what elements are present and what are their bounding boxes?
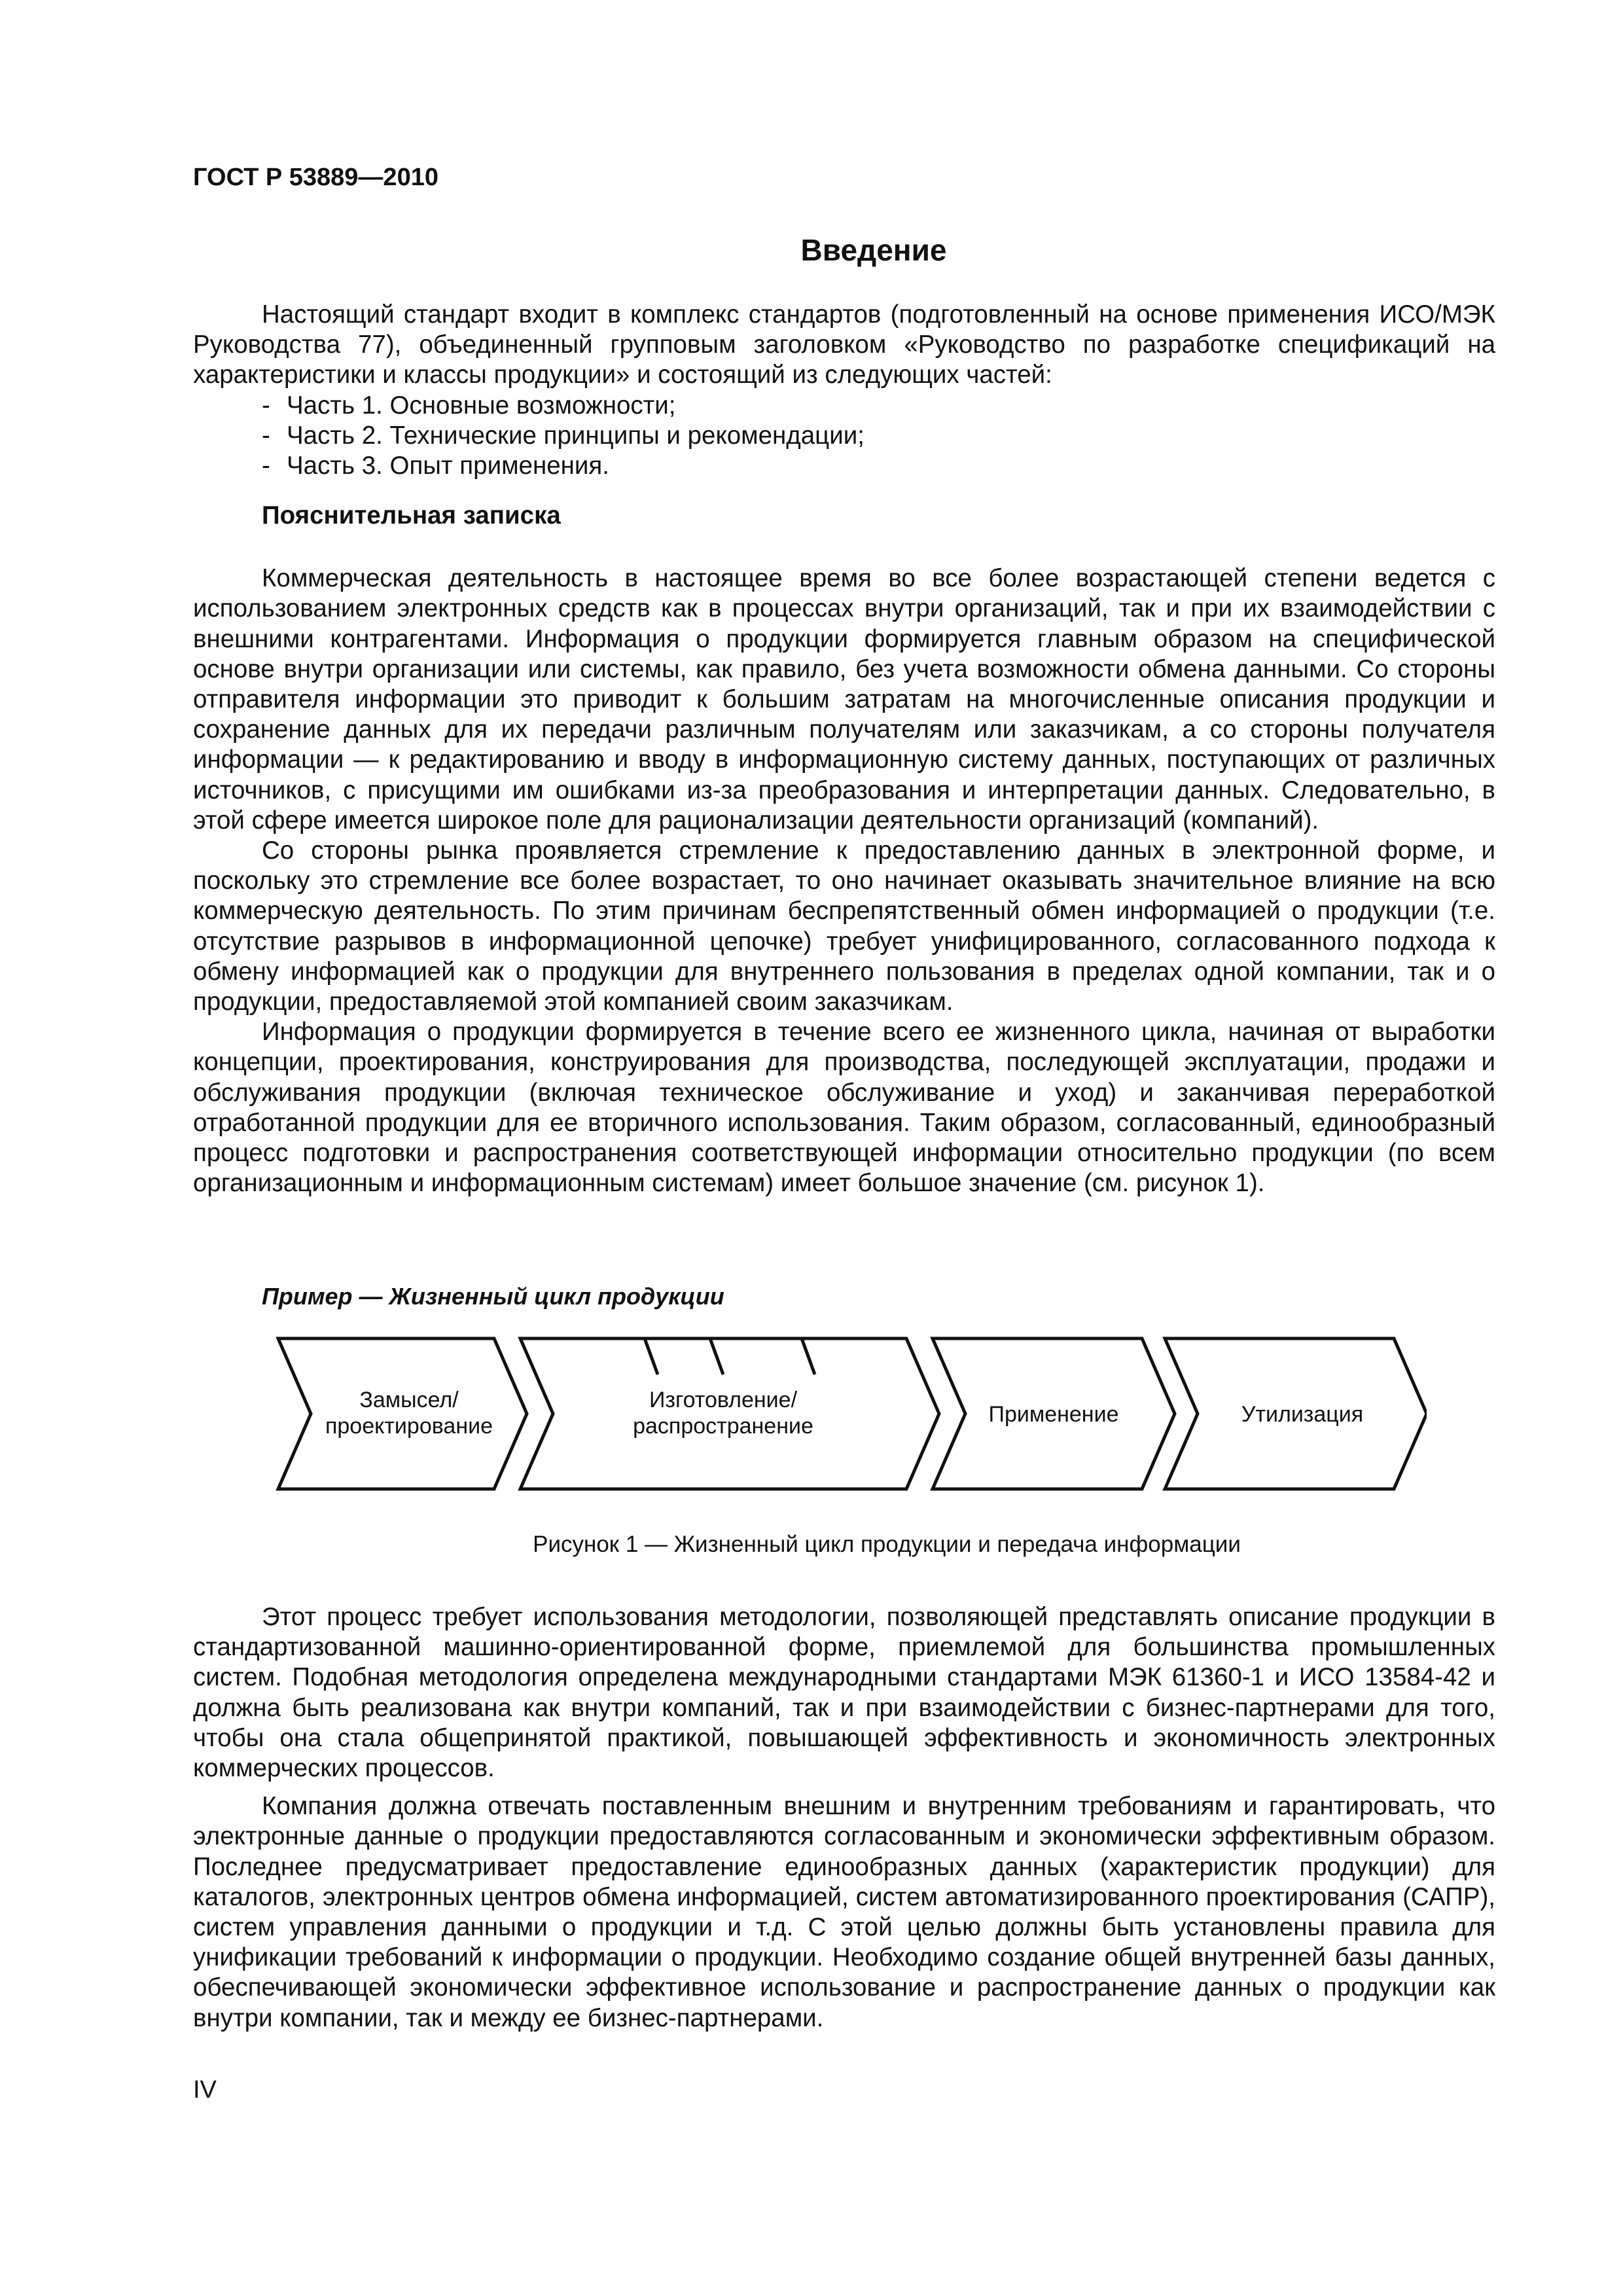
- list-item-text: Часть 3. Опыт применения.: [287, 452, 609, 480]
- after-figure-section: [193, 1602, 1495, 2034]
- figure-caption: [0, 1532, 1623, 1558]
- body-paragraph: Компания должна отвечать поставленным внешним и внутренним требованиям и гарантировать, что электронные данные о продукции предоставляются согласованным и экономически эффективным образом. Последнее предусматривает предоставление единообразных данных (характеристик продукции) для каталогов, электронных центров обмена информацией, систем автоматизированного проектирования (САПР), систем управления данными о продукции и т.д. С этой целью должны быть установлены правила для унификации требований к информации о продукции. Необходимо создание общей внутренней базы данных, обеспечивающей экономически эффективное использование и распространение данных о продукции как внутри компании, так и между ее бизнес-партнерами.: [193, 1792, 1495, 2032]
- stage-notch: [802, 1338, 815, 1374]
- section-title-text: Введение: [800, 233, 947, 267]
- standard-code: ГОСТ Р 53889—2010: [193, 164, 438, 191]
- list-item: [262, 451, 1495, 481]
- stage-label: Замысел/: [359, 1388, 459, 1412]
- list-item-text: Часть 2. Технические принципы и рекомендации;: [287, 421, 865, 450]
- note-paragraph: Информация о продукции формируется в течение всего ее жизненного цикла, начиная от выработки концепции, проектирования, конструирования для производства, последующей эксплуатации, продажи и обслуживания продукции (включая техническое обслуживание и уход) и заканчивая переработкой отработанной продукции для ее вторичного использования. Таким образом, согласованный, единообразный процесс подготовки и распространения соответствующей информации относительно продукции (по всем организационным и информационным системам) имеет большое значение (см. рисунок 1).: [193, 1018, 1495, 1198]
- list-item: [262, 421, 1495, 451]
- list-bullet: -: [262, 391, 270, 420]
- stage-label: проектирование: [325, 1414, 493, 1439]
- stage-notch: [645, 1338, 658, 1374]
- example-label: Пример — Жизненный цикл продукции: [262, 1283, 724, 1310]
- lifecycle-diagram: [262, 1335, 1427, 1499]
- list-bullet: -: [262, 421, 270, 450]
- stage-label: Утилизация: [1241, 1402, 1364, 1427]
- note-paragraph: Со стороны рынка проявляется стремление к предоставлению данных в электронной форме, и поскольку это стремление все более возрастает, то оно начинает оказывать значительное влияние на всю коммерческую деятельность. По этим причинам беспрепятственный обмен информацией о продукции (т.е. отсутствие разрывов в информационной цепочке) требует унифицированного, согласованного подхода к обмену информацией как о продукции для внутреннего пользования в пределах одной компании, так и о продукции, предоставляемой этой компанией своим заказчикам.: [193, 836, 1495, 1016]
- figure-caption-text: Рисунок 1 — Жизненный цикл продукции и передача информации: [533, 1532, 1241, 1557]
- page-number: IV: [193, 2076, 217, 2104]
- stage-label: распространение: [633, 1414, 813, 1439]
- list-item: [262, 391, 1495, 421]
- parts-list: [193, 391, 1495, 482]
- list-bullet: -: [262, 452, 270, 480]
- section-title: [0, 232, 1623, 268]
- note-heading: Пояснительная записка: [262, 501, 561, 530]
- intro-section: [193, 300, 1495, 1198]
- note-paragraph: Коммерческая деятельность в настоящее время во все более возрастающей степени ведется с использованием электронных средств как в процессах внутри организаций, так и при их взаимодействии с внешними контрагентами. Информация о продукции формируется главным образом на специфической основе внутри организации или системы, как правило, без учета возможности обмена данными. Со стороны отправителя информации это приводит к большим затратам на многочисленные описания продукции и сохранение данных для их передачи различным получателям или заказчикам, а со стороны получателя информации — к редактированию и вводу в информационную систему данных, поступающих от различных источников, с присущими им ошибками из-за преобразования и интерпретации данных. Следовательно, в этой сфере имеется широкое поле для рационализации деятельности организаций (компаний).: [193, 564, 1495, 834]
- stage-notch: [710, 1338, 723, 1374]
- body-paragraph: Этот процесс требует использования методологии, позволяющей представлять описание продукции в стандартизованной машинно-ориентированной форме, приемлемой для большинства промышленных систем. Подобная методология определена международными стандартами МЭК 61360-1 и ИСО 13584-42 и должна быть реализована как внутри компаний, так и при взаимодействии с бизнес-партнерами для того, чтобы она стала общепринятой практикой, повышающей эффективность и экономичность электронных коммерческих процессов.: [193, 1603, 1495, 1783]
- stage-label: Изготовление/: [649, 1388, 798, 1412]
- list-item-text: Часть 1. Основные возможности;: [287, 391, 676, 420]
- stage-label: Применение: [988, 1402, 1119, 1427]
- intro-paragraph: Настоящий стандарт входит в комплекс стандартов (подготовленный на основе применения ИСО/МЭК Руководства 77), объединенный групповым заголовком «Руководство по разработке спецификаций на характеристики и классы продукции» и состоящий из следующих частей:: [193, 300, 1495, 389]
